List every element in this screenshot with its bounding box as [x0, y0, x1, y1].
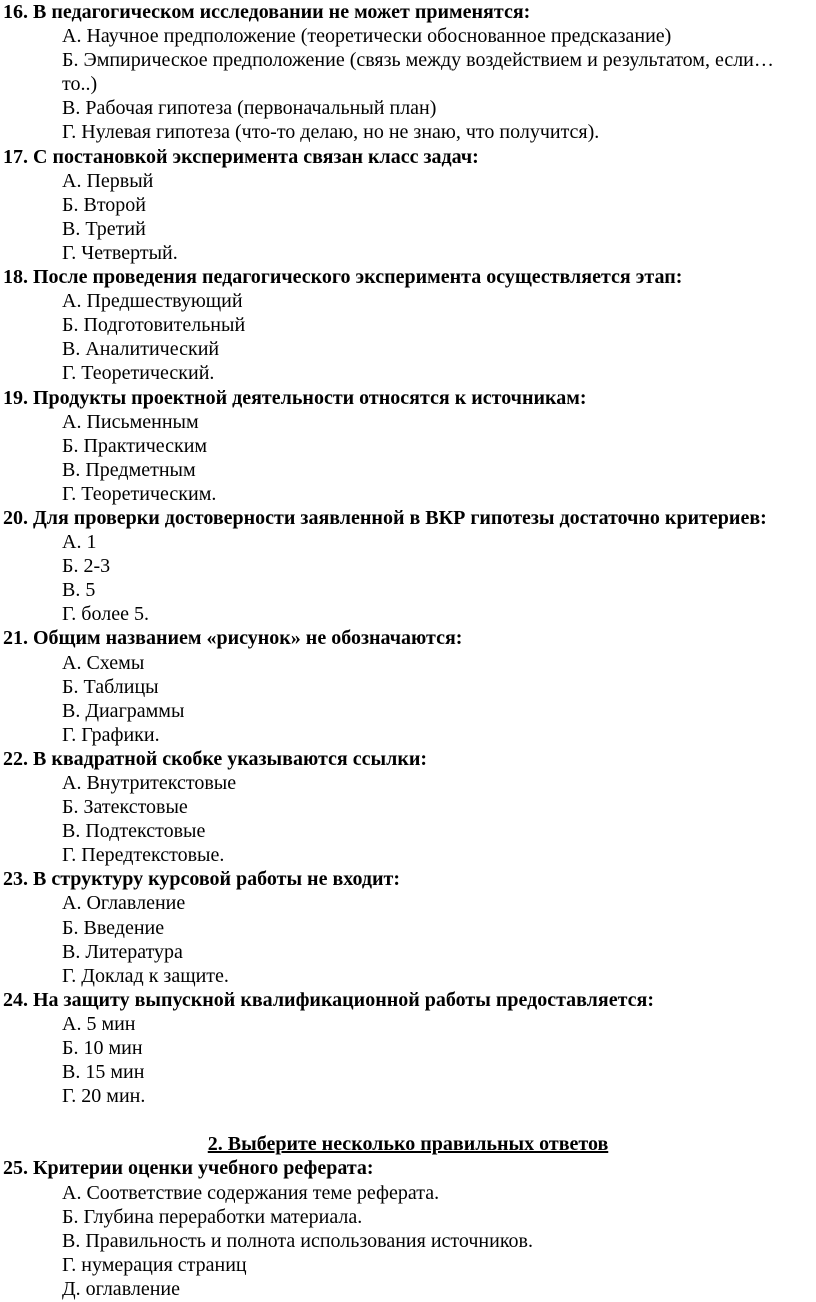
- question-title: 20. Для проверки достоверности заявленной в ВКР гипотезы достаточно критериев:: [3, 506, 767, 529]
- question-title: 24. На защиту выпускной квалификационной работы предоставляется:: [3, 988, 655, 1011]
- answer-option: Д. оглавление: [62, 1277, 181, 1300]
- question-title: 25. Критерии оценки учебного реферата:: [3, 1157, 374, 1180]
- answer-option: В. Аналитический: [62, 338, 220, 361]
- answer-option: Б. 10 мин: [62, 1037, 143, 1060]
- answer-option: Г. Графики.: [62, 723, 160, 746]
- question-16: [3, 0, 816, 145]
- answer-option: Г. Четвертый.: [62, 241, 178, 264]
- question-24: [3, 988, 816, 1108]
- answer-option: В. Предметным: [62, 458, 196, 481]
- answer-option: В. Диаграммы: [62, 699, 185, 722]
- answer-option: В. Третий: [62, 217, 146, 240]
- answer-option: Б. Таблицы: [62, 675, 159, 698]
- answer-option: А. Схемы: [62, 651, 145, 674]
- answer-option: Г. Передтекстовые.: [62, 844, 225, 867]
- answer-option: Г. Теоретический.: [62, 362, 215, 385]
- question-21: [3, 626, 816, 746]
- question-title: 22. В квадратной скобке указываются ссылки:: [3, 747, 428, 770]
- question-title: 23. В структуру курсовой работы не входит:: [3, 868, 401, 891]
- question-20: [3, 506, 816, 626]
- question-23: [3, 867, 816, 987]
- question-17: [3, 145, 816, 265]
- answer-option: В. Литература: [62, 940, 183, 963]
- answer-option: А. Внутритекстовые: [62, 772, 237, 794]
- answer-option: Г. 20 мин.: [62, 1085, 146, 1108]
- answer-option: В. Подтекстовые: [62, 820, 206, 843]
- answer-option: А. 5 мин: [62, 1012, 136, 1035]
- question-22: [3, 747, 816, 867]
- answer-option: А. Оглавление: [62, 892, 186, 915]
- answer-option: Б. Введение: [62, 916, 165, 939]
- answer-option: В. 5: [62, 579, 96, 602]
- answer-option: Б. Затекстовые: [62, 796, 188, 819]
- answer-option: А. 1: [62, 531, 97, 554]
- answer-option: А. Первый: [62, 169, 154, 192]
- answer-option: Г. Нулевая гипотеза (что-то делаю, но не знаю, что получится).: [62, 121, 600, 144]
- answer-option: Б. Подготовительный: [62, 314, 246, 337]
- question-title: 16. В педагогическом исследовании не может применятся:: [3, 1, 531, 23]
- question-title: 17. С постановкой эксперимента связан класс задач:: [3, 145, 479, 168]
- question-18: [3, 265, 816, 385]
- answer-option: А. Научное предположение (теоретически обоснованное предсказание): [62, 25, 672, 48]
- answer-option: Г. Доклад к защите.: [62, 964, 229, 987]
- answer-option: А. Предшествующий: [62, 290, 243, 313]
- question-title: 21. Общим названием «рисунок» не обозначаются:: [3, 627, 463, 650]
- answer-option: Б. 2-3: [62, 555, 111, 578]
- answer-option: А. Соответствие содержания теме реферата.: [62, 1181, 440, 1204]
- answer-option: Б. Эмпирическое предположение (связь между воздействием и результатом, если… то..): [62, 49, 774, 96]
- answer-option: Б. Глубина переработки материала.: [62, 1205, 363, 1228]
- question-title: 18. После проведения педагогического эксперимента осуществляется этап:: [3, 266, 683, 289]
- answer-option: Г. более 5.: [62, 603, 149, 626]
- answer-option: Г. нумерация страниц: [62, 1253, 247, 1276]
- question-19: [3, 386, 816, 506]
- answer-option: Б. Практическим: [62, 434, 208, 457]
- answer-option: В. Рабочая гипотеза (первоначальный план): [62, 97, 437, 120]
- question-title: 19. Продукты проектной деятельности относятся к источникам:: [3, 386, 587, 409]
- answer-option: Б. Второй: [62, 193, 147, 216]
- section-heading: 2. Выберите несколько правильных ответов: [207, 1133, 609, 1156]
- answer-option: А. Письменным: [62, 410, 199, 433]
- question-25: [3, 1156, 816, 1301]
- answer-option: Г. Теоретическим.: [62, 482, 217, 505]
- answer-option: В. Правильность и полнота использования источников.: [62, 1229, 533, 1252]
- answer-option: В. 15 мин: [62, 1061, 145, 1084]
